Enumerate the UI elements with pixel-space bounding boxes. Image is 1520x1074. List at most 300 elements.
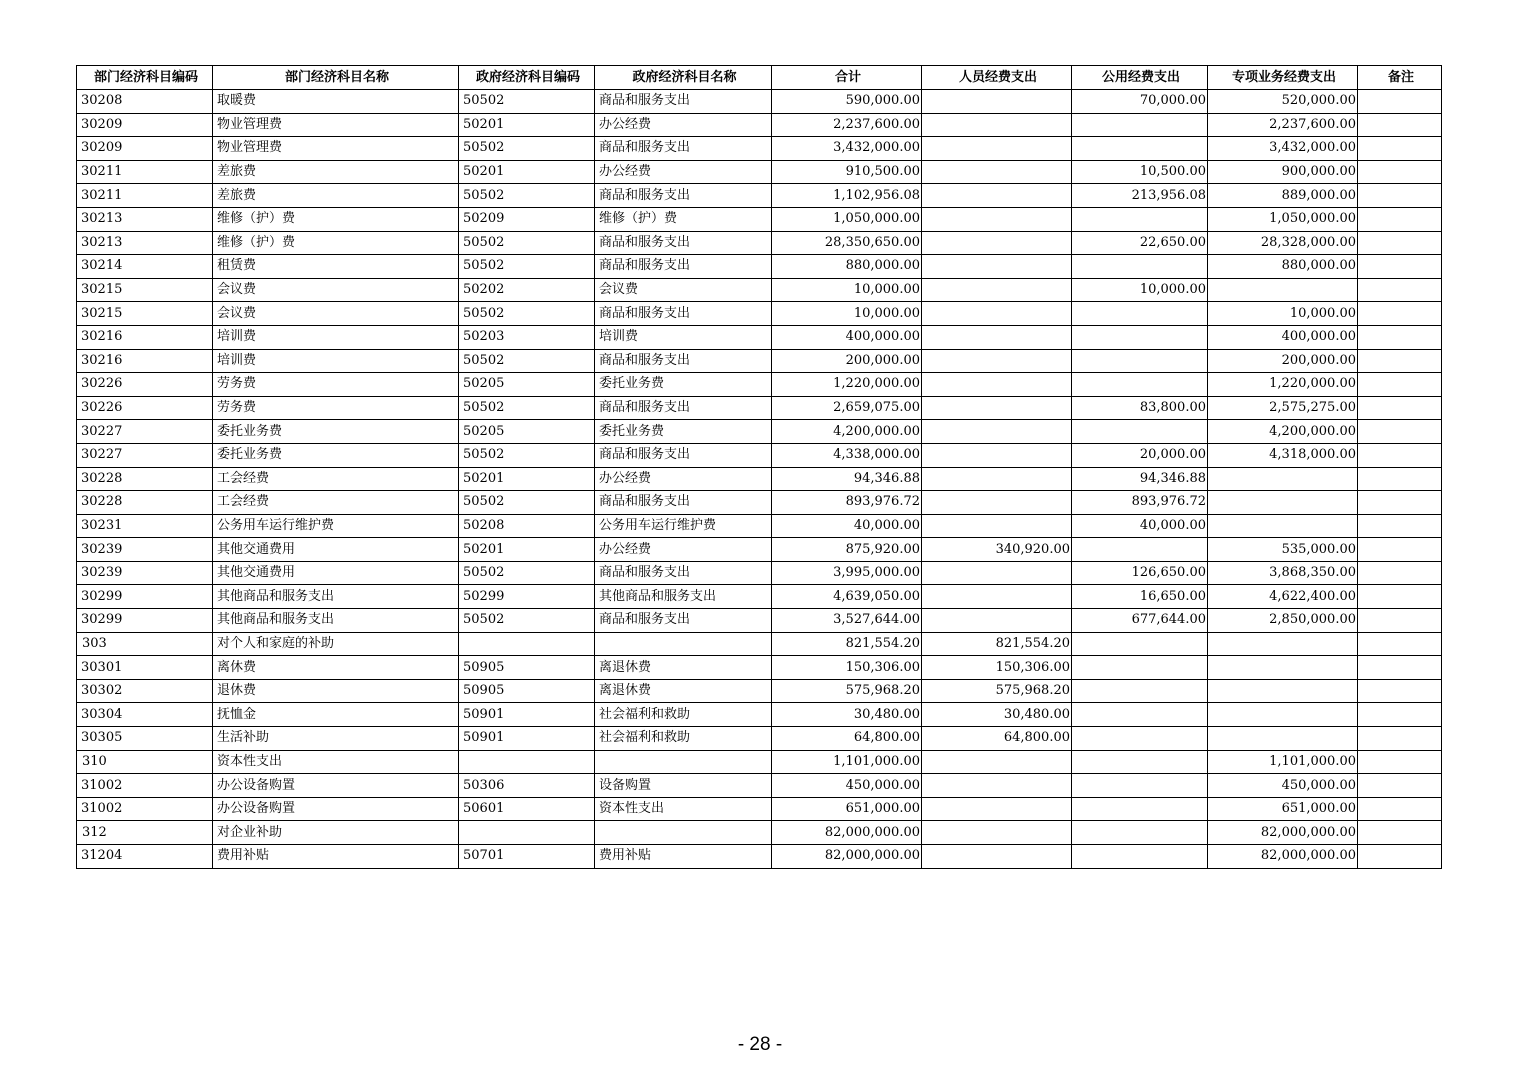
cell-personnel <box>922 349 1072 373</box>
table-row <box>77 774 1442 798</box>
cell-gov-name: 商品和服务支出 <box>595 302 772 326</box>
cell-note <box>1358 750 1442 774</box>
cell-dept-name: 对个人和家庭的补助 <box>213 632 459 656</box>
cell-gov-name: 办公经费 <box>595 538 772 562</box>
cell-gov-code: 50201 <box>459 160 595 184</box>
cell-special: 880,000.00 <box>1208 255 1358 279</box>
cell-dept-name: 劳务费 <box>213 396 459 420</box>
cell-public <box>1072 349 1208 373</box>
cell-total: 875,920.00 <box>772 538 922 562</box>
cell-personnel <box>922 420 1072 444</box>
cell-special: 520,000.00 <box>1208 90 1358 114</box>
cell-gov-name: 商品和服务支出 <box>595 255 772 279</box>
cell-note <box>1358 632 1442 656</box>
cell-gov-code: 50202 <box>459 278 595 302</box>
cell-special: 889,000.00 <box>1208 184 1358 208</box>
cell-dept-code: 303 <box>77 632 213 656</box>
table-row <box>77 609 1442 633</box>
cell-public: 70,000.00 <box>1072 90 1208 114</box>
cell-dept-code: 30213 <box>77 207 213 231</box>
cell-total: 893,976.72 <box>772 491 922 515</box>
cell-personnel <box>922 184 1072 208</box>
cell-dept-code: 30299 <box>77 585 213 609</box>
cell-dept-name: 工会经费 <box>213 467 459 491</box>
cell-note <box>1358 585 1442 609</box>
table-row <box>77 443 1442 467</box>
cell-total: 4,338,000.00 <box>772 443 922 467</box>
cell-special <box>1208 278 1358 302</box>
cell-dept-code: 31002 <box>77 774 213 798</box>
cell-gov-name: 维修（护）费 <box>595 207 772 231</box>
cell-special: 82,000,000.00 <box>1208 845 1358 869</box>
header-total: 合计 <box>772 66 922 90</box>
cell-note <box>1358 774 1442 798</box>
cell-personnel <box>922 514 1072 538</box>
cell-dept-name: 抚恤金 <box>213 703 459 727</box>
cell-personnel <box>922 231 1072 255</box>
cell-special <box>1208 467 1358 491</box>
cell-note <box>1358 561 1442 585</box>
cell-dept-name: 其他商品和服务支出 <box>213 585 459 609</box>
cell-public <box>1072 113 1208 137</box>
table-row <box>77 420 1442 444</box>
table-body <box>77 90 1442 869</box>
table-row <box>77 373 1442 397</box>
cell-dept-name: 物业管理费 <box>213 137 459 161</box>
cell-dept-name: 维修（护）费 <box>213 231 459 255</box>
cell-gov-code: 50209 <box>459 207 595 231</box>
cell-public: 677,644.00 <box>1072 609 1208 633</box>
cell-dept-code: 30209 <box>77 113 213 137</box>
cell-total: 3,432,000.00 <box>772 137 922 161</box>
cell-gov-name: 商品和服务支出 <box>595 443 772 467</box>
cell-dept-name: 培训费 <box>213 325 459 349</box>
cell-total: 10,000.00 <box>772 302 922 326</box>
cell-dept-code: 30226 <box>77 373 213 397</box>
cell-gov-code: 50502 <box>459 231 595 255</box>
cell-special <box>1208 703 1358 727</box>
cell-special: 10,000.00 <box>1208 302 1358 326</box>
cell-note <box>1358 514 1442 538</box>
cell-special <box>1208 727 1358 751</box>
cell-special <box>1208 679 1358 703</box>
cell-note <box>1358 821 1442 845</box>
cell-public <box>1072 373 1208 397</box>
cell-dept-code: 30299 <box>77 609 213 633</box>
cell-personnel <box>922 845 1072 869</box>
cell-special: 2,237,600.00 <box>1208 113 1358 137</box>
table-row <box>77 632 1442 656</box>
cell-gov-name: 办公经费 <box>595 467 772 491</box>
cell-total: 200,000.00 <box>772 349 922 373</box>
cell-public <box>1072 656 1208 680</box>
cell-personnel <box>922 750 1072 774</box>
cell-note <box>1358 302 1442 326</box>
cell-dept-code: 30239 <box>77 538 213 562</box>
header-gov-name: 政府经济科目名称 <box>595 66 772 90</box>
cell-personnel <box>922 467 1072 491</box>
cell-special: 2,575,275.00 <box>1208 396 1358 420</box>
cell-dept-code: 31204 <box>77 845 213 869</box>
cell-dept-name: 租赁费 <box>213 255 459 279</box>
cell-dept-name: 培训费 <box>213 349 459 373</box>
budget-table <box>76 65 1442 869</box>
cell-dept-code: 312 <box>77 821 213 845</box>
table-row <box>77 703 1442 727</box>
cell-note <box>1358 160 1442 184</box>
cell-personnel <box>922 325 1072 349</box>
cell-special: 1,101,000.00 <box>1208 750 1358 774</box>
cell-note <box>1358 609 1442 633</box>
cell-public <box>1072 420 1208 444</box>
cell-gov-code: 50502 <box>459 396 595 420</box>
cell-gov-name: 商品和服务支出 <box>595 90 772 114</box>
cell-personnel <box>922 396 1072 420</box>
cell-total: 28,350,650.00 <box>772 231 922 255</box>
cell-public <box>1072 774 1208 798</box>
table-row <box>77 727 1442 751</box>
table-row <box>77 821 1442 845</box>
cell-dept-code: 30228 <box>77 467 213 491</box>
table-row <box>77 396 1442 420</box>
cell-dept-name: 办公设备购置 <box>213 774 459 798</box>
cell-dept-name: 工会经费 <box>213 491 459 515</box>
cell-gov-code: 50201 <box>459 467 595 491</box>
cell-special: 450,000.00 <box>1208 774 1358 798</box>
cell-total: 2,237,600.00 <box>772 113 922 137</box>
cell-personnel <box>922 137 1072 161</box>
cell-total: 10,000.00 <box>772 278 922 302</box>
cell-special: 400,000.00 <box>1208 325 1358 349</box>
cell-dept-code: 30231 <box>77 514 213 538</box>
cell-total: 3,527,644.00 <box>772 609 922 633</box>
cell-gov-name: 设备购置 <box>595 774 772 798</box>
cell-gov-name: 商品和服务支出 <box>595 609 772 633</box>
cell-special: 2,850,000.00 <box>1208 609 1358 633</box>
cell-public: 20,000.00 <box>1072 443 1208 467</box>
cell-note <box>1358 727 1442 751</box>
cell-note <box>1358 137 1442 161</box>
cell-total: 82,000,000.00 <box>772 845 922 869</box>
cell-public <box>1072 538 1208 562</box>
cell-total: 400,000.00 <box>772 325 922 349</box>
cell-total: 450,000.00 <box>772 774 922 798</box>
cell-gov-name: 公务用车运行维护费 <box>595 514 772 538</box>
cell-personnel <box>922 255 1072 279</box>
cell-gov-code: 50701 <box>459 845 595 869</box>
cell-note <box>1358 656 1442 680</box>
table-row <box>77 160 1442 184</box>
cell-dept-name: 对企业补助 <box>213 821 459 845</box>
cell-special <box>1208 656 1358 680</box>
cell-total: 1,050,000.00 <box>772 207 922 231</box>
cell-personnel <box>922 609 1072 633</box>
cell-public <box>1072 703 1208 727</box>
cell-gov-code: 50201 <box>459 538 595 562</box>
cell-special <box>1208 632 1358 656</box>
cell-personnel: 340,920.00 <box>922 538 1072 562</box>
cell-personnel <box>922 561 1072 585</box>
cell-gov-code: 50901 <box>459 727 595 751</box>
cell-public <box>1072 207 1208 231</box>
header-public: 公用经费支出 <box>1072 66 1208 90</box>
cell-gov-code: 50502 <box>459 90 595 114</box>
cell-dept-code: 30209 <box>77 137 213 161</box>
cell-public: 213,956.08 <box>1072 184 1208 208</box>
cell-total: 94,346.88 <box>772 467 922 491</box>
cell-special: 4,622,400.00 <box>1208 585 1358 609</box>
cell-dept-name: 会议费 <box>213 302 459 326</box>
cell-special: 1,220,000.00 <box>1208 373 1358 397</box>
cell-gov-name <box>595 632 772 656</box>
header-personnel: 人员经费支出 <box>922 66 1072 90</box>
cell-gov-name: 离退休费 <box>595 679 772 703</box>
cell-public <box>1072 255 1208 279</box>
cell-gov-code <box>459 632 595 656</box>
cell-dept-name: 委托业务费 <box>213 443 459 467</box>
cell-personnel <box>922 160 1072 184</box>
cell-note <box>1358 467 1442 491</box>
cell-total: 150,306.00 <box>772 656 922 680</box>
cell-gov-name <box>595 821 772 845</box>
cell-dept-code: 30216 <box>77 325 213 349</box>
table-row <box>77 207 1442 231</box>
cell-note <box>1358 538 1442 562</box>
cell-gov-code: 50502 <box>459 255 595 279</box>
cell-special: 82,000,000.00 <box>1208 821 1358 845</box>
table-row <box>77 679 1442 703</box>
cell-total: 30,480.00 <box>772 703 922 727</box>
cell-gov-name <box>595 750 772 774</box>
cell-gov-code: 50905 <box>459 656 595 680</box>
table-row <box>77 113 1442 137</box>
cell-special: 651,000.00 <box>1208 797 1358 821</box>
table-row <box>77 349 1442 373</box>
table-row <box>77 90 1442 114</box>
cell-dept-code: 30208 <box>77 90 213 114</box>
cell-public: 40,000.00 <box>1072 514 1208 538</box>
cell-note <box>1358 231 1442 255</box>
cell-public: 94,346.88 <box>1072 467 1208 491</box>
cell-gov-code: 50901 <box>459 703 595 727</box>
cell-note <box>1358 443 1442 467</box>
cell-total: 1,101,000.00 <box>772 750 922 774</box>
cell-note <box>1358 491 1442 515</box>
cell-gov-code: 50201 <box>459 113 595 137</box>
cell-personnel <box>922 373 1072 397</box>
cell-personnel: 575,968.20 <box>922 679 1072 703</box>
cell-dept-name: 费用补贴 <box>213 845 459 869</box>
cell-special: 28,328,000.00 <box>1208 231 1358 255</box>
cell-note <box>1358 703 1442 727</box>
cell-total: 910,500.00 <box>772 160 922 184</box>
cell-gov-name: 社会福利和救助 <box>595 727 772 751</box>
cell-note <box>1358 207 1442 231</box>
cell-note <box>1358 373 1442 397</box>
cell-gov-code: 50299 <box>459 585 595 609</box>
cell-gov-code: 50502 <box>459 491 595 515</box>
cell-total: 82,000,000.00 <box>772 821 922 845</box>
cell-personnel <box>922 302 1072 326</box>
table-row <box>77 278 1442 302</box>
cell-gov-code <box>459 821 595 845</box>
cell-dept-name: 维修（护）费 <box>213 207 459 231</box>
page-number: - 28 - <box>737 1034 783 1055</box>
cell-gov-code: 50502 <box>459 609 595 633</box>
cell-dept-code: 30215 <box>77 278 213 302</box>
cell-personnel <box>922 491 1072 515</box>
cell-gov-name: 会议费 <box>595 278 772 302</box>
cell-personnel: 64,800.00 <box>922 727 1072 751</box>
cell-dept-code: 30227 <box>77 443 213 467</box>
cell-special: 1,050,000.00 <box>1208 207 1358 231</box>
cell-public <box>1072 302 1208 326</box>
cell-note <box>1358 90 1442 114</box>
cell-note <box>1358 278 1442 302</box>
cell-public: 16,650.00 <box>1072 585 1208 609</box>
cell-public: 126,650.00 <box>1072 561 1208 585</box>
cell-personnel: 821,554.20 <box>922 632 1072 656</box>
cell-gov-name: 其他商品和服务支出 <box>595 585 772 609</box>
cell-gov-name: 商品和服务支出 <box>595 561 772 585</box>
table-row <box>77 585 1442 609</box>
cell-dept-name: 差旅费 <box>213 184 459 208</box>
cell-special: 900,000.00 <box>1208 160 1358 184</box>
cell-total: 2,659,075.00 <box>772 396 922 420</box>
table-row <box>77 561 1442 585</box>
cell-dept-name: 其他交通费用 <box>213 561 459 585</box>
cell-dept-name: 会议费 <box>213 278 459 302</box>
cell-gov-name: 办公经费 <box>595 160 772 184</box>
cell-dept-code: 30211 <box>77 184 213 208</box>
cell-dept-name: 委托业务费 <box>213 420 459 444</box>
cell-personnel: 30,480.00 <box>922 703 1072 727</box>
cell-dept-name: 退休费 <box>213 679 459 703</box>
cell-gov-code: 50502 <box>459 302 595 326</box>
cell-public: 10,000.00 <box>1072 278 1208 302</box>
cell-special: 3,432,000.00 <box>1208 137 1358 161</box>
cell-public <box>1072 679 1208 703</box>
cell-dept-name: 差旅费 <box>213 160 459 184</box>
cell-dept-name: 其他商品和服务支出 <box>213 609 459 633</box>
cell-note <box>1358 679 1442 703</box>
cell-note <box>1358 255 1442 279</box>
cell-gov-name: 商品和服务支出 <box>595 137 772 161</box>
table-row <box>77 491 1442 515</box>
cell-public: 10,500.00 <box>1072 160 1208 184</box>
cell-gov-code: 50203 <box>459 325 595 349</box>
cell-special <box>1208 514 1358 538</box>
cell-total: 651,000.00 <box>772 797 922 821</box>
cell-gov-name: 商品和服务支出 <box>595 231 772 255</box>
table-row <box>77 845 1442 869</box>
cell-gov-name: 商品和服务支出 <box>595 491 772 515</box>
cell-personnel: 150,306.00 <box>922 656 1072 680</box>
cell-note <box>1358 797 1442 821</box>
cell-note <box>1358 113 1442 137</box>
cell-dept-code: 310 <box>77 750 213 774</box>
cell-gov-code: 50601 <box>459 797 595 821</box>
cell-public <box>1072 632 1208 656</box>
cell-personnel <box>922 443 1072 467</box>
table-row <box>77 255 1442 279</box>
cell-gov-name: 商品和服务支出 <box>595 396 772 420</box>
cell-dept-code: 30239 <box>77 561 213 585</box>
header-dept-code: 部门经济科目编码 <box>77 66 213 90</box>
cell-gov-code: 50205 <box>459 420 595 444</box>
header-gov-code: 政府经济科目编码 <box>459 66 595 90</box>
cell-dept-name: 生活补助 <box>213 727 459 751</box>
header-note: 备注 <box>1358 66 1442 90</box>
cell-dept-name: 资本性支出 <box>213 750 459 774</box>
cell-gov-code: 50306 <box>459 774 595 798</box>
table-row <box>77 750 1442 774</box>
cell-gov-code: 50502 <box>459 561 595 585</box>
cell-gov-name: 培训费 <box>595 325 772 349</box>
table-row <box>77 797 1442 821</box>
cell-public <box>1072 845 1208 869</box>
cell-public <box>1072 821 1208 845</box>
cell-dept-code: 30301 <box>77 656 213 680</box>
table-row <box>77 514 1442 538</box>
cell-dept-name: 办公设备购置 <box>213 797 459 821</box>
cell-personnel <box>922 90 1072 114</box>
cell-dept-code: 30302 <box>77 679 213 703</box>
cell-dept-code: 31002 <box>77 797 213 821</box>
cell-dept-code: 30215 <box>77 302 213 326</box>
table-row <box>77 467 1442 491</box>
cell-personnel <box>922 207 1072 231</box>
cell-gov-name: 费用补贴 <box>595 845 772 869</box>
cell-dept-code: 30213 <box>77 231 213 255</box>
cell-dept-code: 30226 <box>77 396 213 420</box>
cell-total: 64,800.00 <box>772 727 922 751</box>
cell-special <box>1208 491 1358 515</box>
cell-note <box>1358 184 1442 208</box>
cell-note <box>1358 325 1442 349</box>
cell-special: 200,000.00 <box>1208 349 1358 373</box>
cell-gov-name: 委托业务费 <box>595 373 772 397</box>
cell-total: 575,968.20 <box>772 679 922 703</box>
cell-note <box>1358 349 1442 373</box>
cell-personnel <box>922 585 1072 609</box>
cell-total: 880,000.00 <box>772 255 922 279</box>
table-row <box>77 184 1442 208</box>
cell-gov-name: 商品和服务支出 <box>595 184 772 208</box>
cell-gov-code <box>459 750 595 774</box>
cell-gov-code: 50205 <box>459 373 595 397</box>
table-row <box>77 538 1442 562</box>
cell-dept-code: 30214 <box>77 255 213 279</box>
cell-personnel <box>922 797 1072 821</box>
cell-gov-code: 50502 <box>459 443 595 467</box>
cell-public: 22,650.00 <box>1072 231 1208 255</box>
header-special: 专项业务经费支出 <box>1208 66 1358 90</box>
cell-public: 893,976.72 <box>1072 491 1208 515</box>
cell-gov-name: 离退休费 <box>595 656 772 680</box>
cell-special: 4,200,000.00 <box>1208 420 1358 444</box>
cell-special: 4,318,000.00 <box>1208 443 1358 467</box>
table-row <box>77 325 1442 349</box>
cell-dept-code: 30211 <box>77 160 213 184</box>
cell-note <box>1358 845 1442 869</box>
table-row <box>77 656 1442 680</box>
table-row <box>77 302 1442 326</box>
cell-total: 821,554.20 <box>772 632 922 656</box>
table-header-row <box>77 66 1442 90</box>
cell-dept-name: 劳务费 <box>213 373 459 397</box>
cell-note <box>1358 396 1442 420</box>
